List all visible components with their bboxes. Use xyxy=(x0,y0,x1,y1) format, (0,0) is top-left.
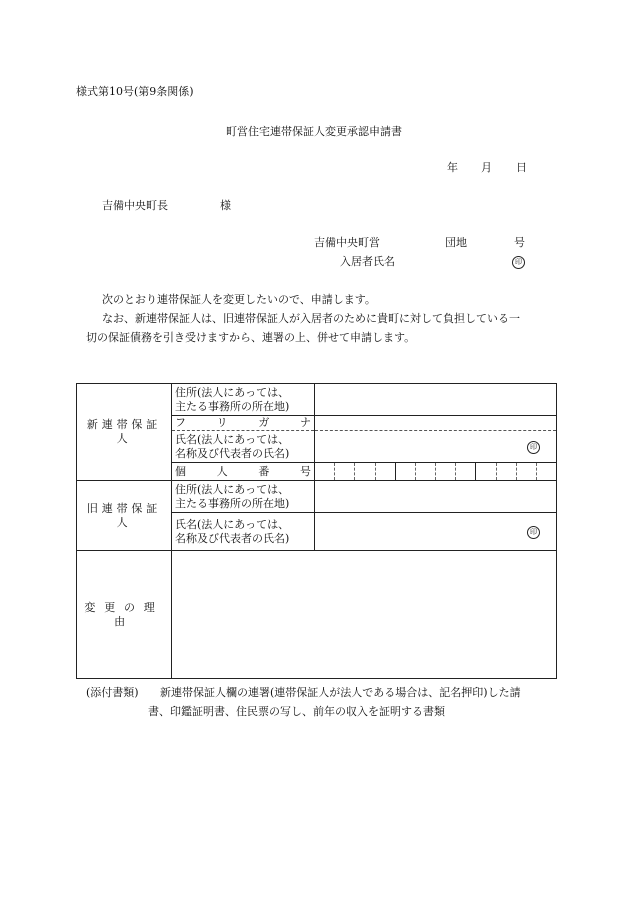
old-address-field[interactable] xyxy=(315,481,557,513)
new-name-label: 氏名(法人にあっては、 名称及び代表者の氏名) xyxy=(172,431,315,463)
body-para2-line2: 切の保証債務を引き受けますから、連署の上、併せて申請します。 xyxy=(86,331,416,344)
new-name-field[interactable] xyxy=(315,431,557,463)
reason-field[interactable] xyxy=(172,551,557,679)
date-year: 年 xyxy=(447,161,458,174)
old-address-label: 住所(法人にあっては、 主たる事務所の所在地) xyxy=(172,481,315,513)
reason-heading: 変更の理由 xyxy=(77,551,172,679)
date-day: 日 xyxy=(516,161,527,174)
new-address-label: 住所(法人にあっては、 主たる事務所の所在地) xyxy=(172,384,315,416)
form-number: 様式第10号(第9条関係) xyxy=(76,85,194,98)
old-name-field[interactable] xyxy=(315,513,557,551)
new-address-field[interactable] xyxy=(315,384,557,416)
individual-number-field[interactable] xyxy=(315,463,557,481)
individual-number-label: 個 人 番 号 xyxy=(172,463,315,481)
body-para2-line1: なお、新連帯保証人は、旧連帯保証人が入居者のために貴町に対して負担している一 xyxy=(102,312,520,325)
old-seal-icon: 印 xyxy=(527,526,540,539)
applicant-complex: 団地 xyxy=(445,236,467,249)
addressee-name: 吉備中央町長 xyxy=(102,199,168,212)
attachments-label: (添付書類) xyxy=(86,686,139,699)
resident-name-label: 入居者氏名 xyxy=(340,255,395,268)
applicant-number: 号 xyxy=(514,236,525,249)
new-seal-icon: 印 xyxy=(527,441,540,454)
attachments-line1: 新連帯保証人欄の連署(連帯保証人が法人である場合は、記名押印)した請 xyxy=(160,686,521,699)
body-para1: 次のとおり連帯保証人を変更したいので、申請します。 xyxy=(102,293,376,306)
new-guarantor-heading: 新連帯保証人 xyxy=(77,384,172,481)
applicant-housing: 吉備中央町営 xyxy=(314,236,380,249)
date-month: 月 xyxy=(481,161,492,174)
old-guarantor-heading: 旧連帯保証人 xyxy=(77,481,172,551)
new-furigana-field[interactable] xyxy=(315,416,557,431)
guarantor-table xyxy=(76,383,557,679)
old-name-label: 氏名(法人にあっては、 名称及び代表者の氏名) xyxy=(172,513,315,551)
new-furigana-label: フ リ ガ ナ xyxy=(172,416,315,431)
page-title: 町営住宅連帯保証人変更承認申請書 xyxy=(226,125,402,138)
addressee-honorific: 様 xyxy=(220,199,231,212)
resident-seal-icon: 印 xyxy=(512,255,525,269)
attachments-line2: 書、印鑑証明書、住民票の写し、前年の収入を証明する書類 xyxy=(148,705,445,718)
